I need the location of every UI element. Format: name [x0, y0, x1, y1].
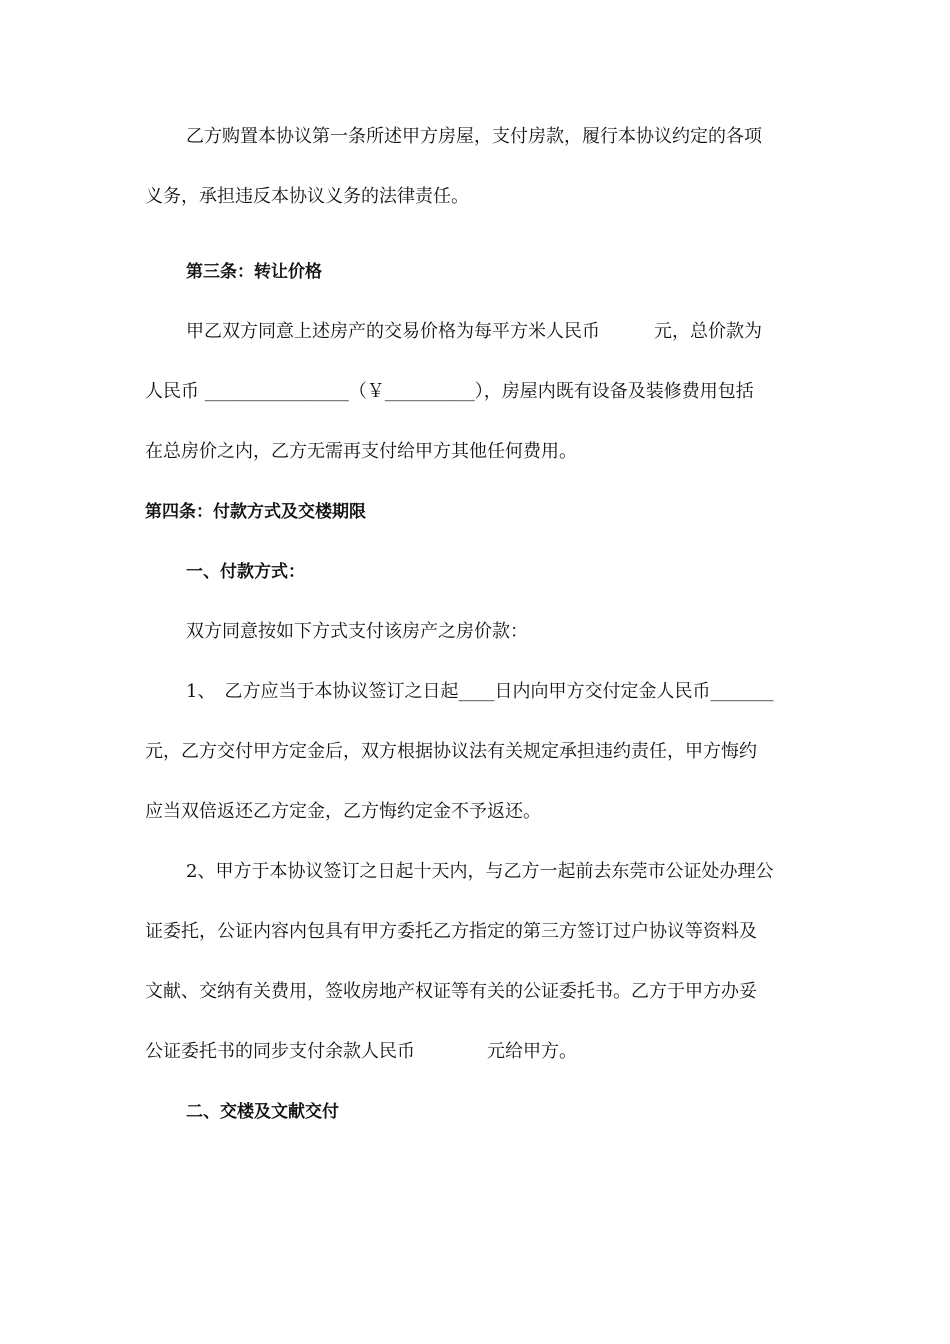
subsection-heading-2: 二、交楼及文献交付: [186, 1102, 339, 1122]
paragraph-line: 证委托，公证内容内包具有甲方委托乙方指定的第三方签订过户协议等资料及: [145, 921, 757, 942]
section-heading-4: 第四条：付款方式及交楼期限: [145, 502, 366, 522]
paragraph-line: 双方同意按如下方式支付该房产之房价款：: [186, 621, 528, 642]
paragraph-line: 元，乙方交付甲方定金后，双方根据协议法有关规定承担违约责任，甲方悔约: [145, 741, 757, 762]
paragraph-line: 人民币 ________________（￥__________），房屋内既有设备及装修费用包括: [145, 381, 754, 402]
list-item-2: 2、甲方于本协议签订之日起十天内，与乙方一起前去东莞市公证处办理公: [186, 861, 774, 882]
paragraph-line: 在总房价之内，乙方无需再支付给甲方其他任何费用。: [145, 441, 577, 462]
subsection-heading-1: 一、付款方式：: [186, 562, 305, 582]
paragraph-line: 公证委托书的同步支付余款人民币 元给甲方。: [145, 1041, 577, 1062]
section-heading-3: 第三条：转让价格: [186, 262, 322, 282]
paragraph-line: 应当双倍返还乙方定金，乙方悔约定金不予返还。: [145, 801, 541, 822]
list-item-1: 1、 乙方应当于本协议签订之日起____日内向甲方交付定金人民币_______: [186, 681, 774, 702]
paragraph-line: 甲乙双方同意上述房产的交易价格为每平方米人民币 元，总价款为: [186, 321, 762, 342]
paragraph-line: 义务，承担违反本协议义务的法律责任。: [145, 186, 469, 207]
paragraph-line: 文献、交纳有关费用，签收房地产权证等有关的公证委托书。乙方于甲方办妥: [145, 981, 757, 1002]
paragraph-line: 乙方购置本协议第一条所述甲方房屋，支付房款，履行本协议约定的各项: [186, 126, 762, 147]
